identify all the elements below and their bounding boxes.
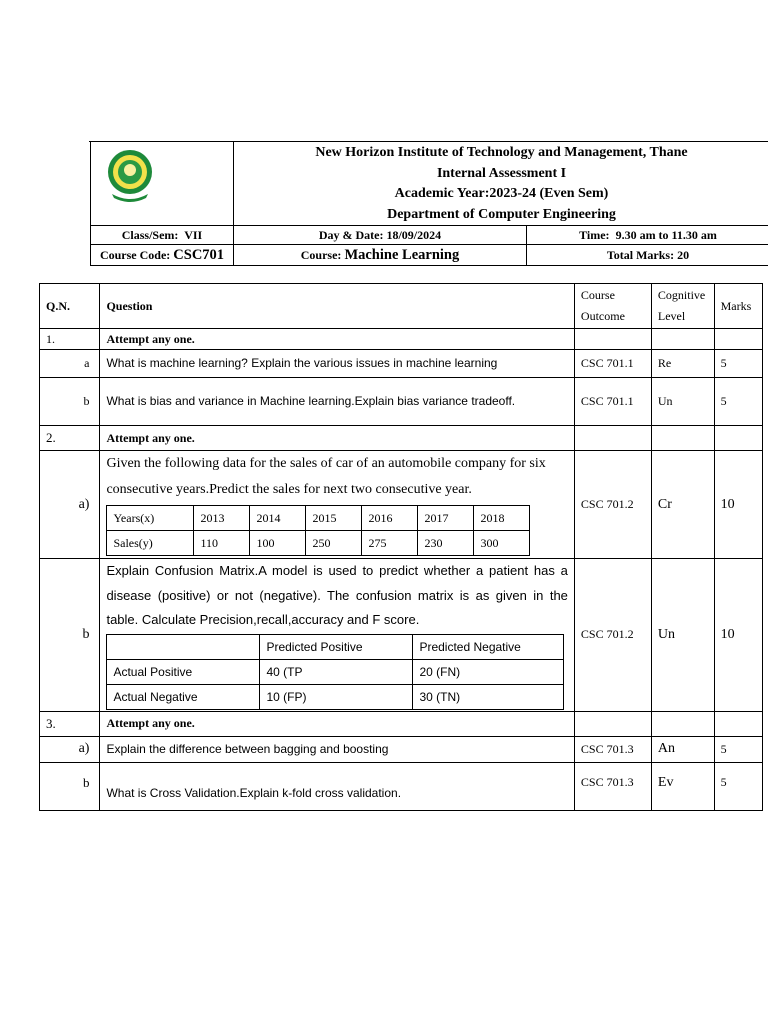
table-row bbox=[40, 559, 763, 712]
cognitive-header bbox=[651, 284, 714, 329]
table-header-row bbox=[40, 284, 763, 329]
matrix-corner bbox=[107, 634, 260, 659]
table-row bbox=[40, 451, 763, 559]
time-cell bbox=[527, 226, 768, 245]
marks-header: Marks bbox=[714, 284, 762, 329]
year-cell: 2018 bbox=[474, 506, 530, 531]
q2b-label: b bbox=[40, 559, 100, 712]
cognitive-header-line1: Cognitive bbox=[657, 288, 706, 302]
year-cell: 2015 bbox=[306, 506, 362, 531]
q3-instruction: Attempt any one. bbox=[100, 711, 574, 736]
total-marks: Total Marks: 20 bbox=[606, 247, 690, 262]
q1b-co: CSC 701.1 bbox=[574, 378, 651, 426]
class-sem-cell bbox=[91, 226, 234, 245]
course-outcome-header-line1: Course bbox=[580, 288, 615, 302]
table-row bbox=[40, 329, 763, 350]
actual-positive-label: Actual Positive bbox=[107, 659, 260, 684]
course-label: Course: bbox=[300, 247, 342, 262]
q2a-level: Cr bbox=[651, 451, 714, 559]
table-row bbox=[40, 711, 763, 736]
q2a-cell bbox=[100, 451, 574, 559]
class-sem-label: Class/Sem: bbox=[121, 227, 179, 242]
time-value: 9.30 am to 11.30 am bbox=[615, 227, 717, 242]
year-cell: 2016 bbox=[362, 506, 418, 531]
predicted-positive-header: Predicted Positive bbox=[260, 634, 413, 659]
q3b-co: CSC 701.3 bbox=[574, 762, 651, 810]
department-name: Department of Computer Engineering bbox=[387, 206, 616, 222]
fp-cell: 10 (FP) bbox=[260, 684, 413, 709]
institute-block bbox=[234, 142, 768, 226]
sales-cell: 230 bbox=[418, 531, 474, 556]
q1b-level: Un bbox=[651, 378, 714, 426]
course-cell bbox=[234, 245, 527, 266]
question-table bbox=[39, 283, 763, 811]
table-row bbox=[40, 736, 763, 762]
day-date-cell bbox=[234, 226, 527, 245]
table-row bbox=[40, 762, 763, 810]
tn-cell: 30 (TN) bbox=[413, 684, 564, 709]
q1-instruction: Attempt any one. bbox=[100, 329, 574, 350]
time-label: Time: bbox=[579, 227, 610, 242]
course-code-label: Course Code: bbox=[99, 247, 171, 262]
q3a-text: Explain the difference between bagging and boosting bbox=[100, 736, 574, 762]
years-label: Years(x) bbox=[107, 506, 194, 531]
table-row bbox=[40, 378, 763, 426]
course-code-cell bbox=[91, 245, 234, 266]
course-value: Machine Learning bbox=[344, 246, 460, 263]
q3a-co: CSC 701.3 bbox=[574, 736, 651, 762]
institute-name: New Horizon Institute of Technology and Management, Thane bbox=[315, 145, 688, 160]
q2b-cell bbox=[100, 559, 574, 712]
q3b-level: Ev bbox=[651, 762, 714, 810]
logo-cell bbox=[91, 142, 234, 226]
sales-cell: 300 bbox=[474, 531, 530, 556]
sales-label: Sales(y) bbox=[107, 531, 194, 556]
qn-header: Q.N. bbox=[40, 284, 100, 329]
q3b-marks: 5 bbox=[714, 762, 762, 810]
q2a-label: a) bbox=[40, 451, 100, 559]
q1-number: 1. bbox=[40, 329, 100, 350]
course-outcome-header-line2: Outcome bbox=[580, 309, 625, 323]
day-date: Day & Date: 18/09/2024 bbox=[318, 227, 442, 242]
academic-year: Academic Year:2023-24 (Even Sem) bbox=[394, 186, 609, 201]
q2b-co: CSC 701.2 bbox=[574, 559, 651, 712]
course-code-value: CSC701 bbox=[173, 246, 225, 263]
year-cell: 2017 bbox=[418, 506, 474, 531]
q3b-label: b bbox=[40, 762, 100, 810]
q2-number: 2. bbox=[40, 426, 100, 451]
sales-cell: 110 bbox=[194, 531, 250, 556]
q3b-text: What is Cross Validation.Explain k-fold cross validation. bbox=[100, 762, 574, 810]
confusion-matrix-table bbox=[106, 634, 564, 710]
q1a-text: What is machine learning? Explain the various issues in machine learning bbox=[100, 350, 574, 378]
q2a-text: Given the following data for the sales of car of an automobile company for six consecutive years.Predict the sales for next two consecutive year. bbox=[106, 456, 546, 497]
q1a-co: CSC 701.1 bbox=[574, 350, 651, 378]
q2b-level: Un bbox=[651, 559, 714, 712]
assessment-title: Internal Assessment I bbox=[436, 165, 567, 181]
sales-cell: 100 bbox=[250, 531, 306, 556]
q2b-text: Explain Confusion Matrix.A model is used to predict whether a patient has a disease (positive) or not (negative). The confusion matrix is as given in the table. Calculate Precision,recall,accuracy and F score. bbox=[106, 563, 568, 627]
q1a-level: Re bbox=[651, 350, 714, 378]
sales-data-table bbox=[106, 505, 530, 556]
q3-number: 3. bbox=[40, 711, 100, 736]
q1b-marks: 5 bbox=[714, 378, 762, 426]
fn-cell: 20 (FN) bbox=[413, 659, 564, 684]
q2-instruction: Attempt any one. bbox=[100, 426, 574, 451]
institute-logo-icon bbox=[106, 148, 154, 204]
cognitive-header-line2: Level bbox=[657, 309, 686, 323]
q3a-level: An bbox=[651, 736, 714, 762]
sales-cell: 250 bbox=[306, 531, 362, 556]
class-sem-value: VII bbox=[184, 227, 203, 242]
q3a-marks: 5 bbox=[714, 736, 762, 762]
q1b-text: What is bias and variance in Machine learning.Explain bias variance tradeoff. bbox=[100, 378, 574, 426]
question-header: Question bbox=[100, 284, 574, 329]
exam-header bbox=[90, 141, 768, 266]
q2a-co: CSC 701.2 bbox=[574, 451, 651, 559]
actual-negative-label: Actual Negative bbox=[107, 684, 260, 709]
course-outcome-header bbox=[574, 284, 651, 329]
year-cell: 2014 bbox=[250, 506, 306, 531]
table-row bbox=[40, 350, 763, 378]
q1a-marks: 5 bbox=[714, 350, 762, 378]
q3a-label: a) bbox=[40, 736, 100, 762]
sales-cell: 275 bbox=[362, 531, 418, 556]
q2b-marks: 10 bbox=[714, 559, 762, 712]
total-marks-cell bbox=[527, 245, 768, 266]
table-row bbox=[40, 426, 763, 451]
year-cell: 2013 bbox=[194, 506, 250, 531]
q1a-label: a bbox=[40, 350, 100, 378]
tp-cell: 40 (TP bbox=[260, 659, 413, 684]
predicted-negative-header: Predicted Negative bbox=[413, 634, 564, 659]
q1b-label: b bbox=[40, 378, 100, 426]
q2a-marks: 10 bbox=[714, 451, 762, 559]
